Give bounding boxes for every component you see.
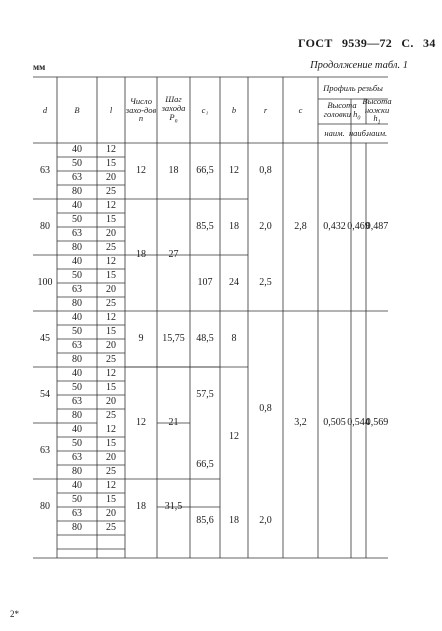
cell-b: 40 <box>72 143 82 155</box>
col-header-p <box>157 77 190 143</box>
cell-b: 40 <box>72 311 82 323</box>
cell-l: 25 <box>106 185 116 197</box>
col-b2-label: b <box>231 104 237 115</box>
cell-l: 20 <box>106 339 116 351</box>
cell-r: 0,8 <box>259 402 272 414</box>
cell-d: 63 <box>40 444 50 456</box>
col-naib-label: наиб. <box>348 128 369 139</box>
cell-l: 20 <box>106 451 116 463</box>
col-p-label: Шаг захода $P_n$ <box>161 94 186 125</box>
cell-b2: 18 <box>229 220 239 232</box>
cell-b: 80 <box>72 409 82 421</box>
col-naim1-label: наим. <box>324 128 345 139</box>
cell-b: 80 <box>72 465 82 477</box>
cell-l: 12 <box>106 199 116 211</box>
col-header-naim1 <box>318 124 351 143</box>
continuation-label: Продолжение табл. 1 <box>310 60 408 71</box>
cell-b: 80 <box>72 353 82 365</box>
col-c1-label: c₁ <box>201 104 209 115</box>
col-header-l <box>97 77 125 143</box>
col-r-label: r <box>263 104 268 115</box>
cell-b: 50 <box>72 213 82 225</box>
cell-c1: 66,5 <box>196 458 214 470</box>
cell-b: 63 <box>72 283 82 295</box>
cell-h0-min: 0,432 <box>323 220 346 232</box>
cell-l: 20 <box>106 283 116 295</box>
cell-b: 40 <box>72 367 82 379</box>
cell-n: 12 <box>136 164 146 176</box>
cell-b: 63 <box>72 339 82 351</box>
cell-l: 25 <box>106 465 116 477</box>
cell-b: 50 <box>72 157 82 169</box>
cell-l: 25 <box>106 297 116 309</box>
cell-b: 80 <box>72 185 82 197</box>
cell-b: 80 <box>72 297 82 309</box>
col-header-naib <box>348 124 369 143</box>
col-l-label: l <box>109 104 113 115</box>
cell-b: 40 <box>72 255 82 267</box>
page-label: С. <box>401 36 414 50</box>
standard-label: ГОСТ <box>298 36 333 50</box>
cell-p: 18 <box>168 164 179 176</box>
cell-c1: 66,5 <box>196 164 214 176</box>
col-c-label: c <box>298 104 303 115</box>
cell-l: 12 <box>106 143 116 155</box>
cell-b: 40 <box>72 479 82 491</box>
cell-l: 15 <box>106 269 116 281</box>
cell-p: 21 <box>168 416 179 428</box>
col-h1-label: Высота ножки $h_1$ <box>362 95 392 127</box>
cell-r: 0,8 <box>259 164 272 176</box>
col-n-label: Число захо-дов n <box>125 95 157 124</box>
cell-l: 25 <box>106 521 116 533</box>
page-number: 34 <box>423 36 436 50</box>
cell-l: 15 <box>106 381 116 393</box>
col-header-c1 <box>190 77 220 143</box>
cell-l: 20 <box>106 227 116 239</box>
col-header-c <box>283 77 318 143</box>
cell-l: 15 <box>106 437 116 449</box>
cell-h0-min: 0,505 <box>323 416 346 428</box>
cell-p: 27 <box>168 248 179 260</box>
col-header-b2 <box>220 77 248 143</box>
cell-c: 2,8 <box>294 220 307 232</box>
cell-d: 80 <box>40 220 50 232</box>
cell-c1: 57,5 <box>196 388 214 400</box>
cell-b2: 12 <box>229 430 239 442</box>
cell-c1: 85,6 <box>196 514 214 526</box>
cell-r: 2,0 <box>259 220 272 232</box>
cell-c1: 48,5 <box>196 332 214 344</box>
cell-n: 18 <box>136 500 146 512</box>
cell-b: 50 <box>72 493 82 505</box>
cell-l: 12 <box>106 255 116 267</box>
col-header-n <box>125 77 157 143</box>
cell-b: 63 <box>72 451 82 463</box>
col-header-b <box>57 77 97 143</box>
cell-h1-min: 0,569 <box>365 416 389 428</box>
col-h0-label: Высота головки $h_0$ <box>323 100 361 122</box>
cell-p: 31,5 <box>164 500 183 512</box>
cell-c: 3,2 <box>294 416 307 428</box>
cell-p: 15,75 <box>162 332 185 344</box>
cell-d: 54 <box>40 388 50 400</box>
cell-c1: 85,5 <box>196 220 214 232</box>
cell-d: 80 <box>40 500 50 512</box>
col-header-h1 <box>362 95 392 127</box>
cell-l: 20 <box>106 507 116 519</box>
cell-d: 45 <box>40 332 50 344</box>
cell-d: 100 <box>37 276 53 288</box>
cell-l: 12 <box>106 423 116 435</box>
col-header-h0 <box>318 99 366 124</box>
cell-l: 25 <box>106 241 116 253</box>
cell-h1-min: 0,487 <box>365 220 389 232</box>
cell-n: 18 <box>136 248 146 260</box>
cell-l: 12 <box>106 367 116 379</box>
cell-b: 50 <box>72 325 82 337</box>
cell-l: 15 <box>106 157 116 169</box>
cell-l: 12 <box>106 479 116 491</box>
col-d-label: d <box>42 104 48 115</box>
cell-b: 63 <box>72 171 82 183</box>
cell-b: 50 <box>72 269 82 281</box>
cell-b2: 24 <box>229 276 239 288</box>
cell-b2: 12 <box>229 164 239 176</box>
cell-l: 25 <box>106 409 116 421</box>
cell-c1: 107 <box>197 276 213 288</box>
cell-b2: 18 <box>229 514 239 526</box>
cell-h0-max: 0,544 <box>347 416 370 428</box>
cell-b: 80 <box>72 241 82 253</box>
col-b-label: B <box>74 104 80 115</box>
cell-h0-max: 0,469 <box>347 220 370 232</box>
page-footer: 2* <box>10 609 19 619</box>
cell-b: 50 <box>72 381 82 393</box>
cell-b: 63 <box>72 227 82 239</box>
cell-l: 20 <box>106 395 116 407</box>
cell-b: 63 <box>72 507 82 519</box>
cell-n: 9 <box>138 332 144 344</box>
cell-l: 15 <box>106 213 116 225</box>
cell-d: 63 <box>40 164 50 176</box>
cell-b: 63 <box>72 395 82 407</box>
col-naim2-label: наим. <box>366 128 388 139</box>
cell-r: 2,5 <box>259 276 272 288</box>
col-header-r <box>248 77 283 143</box>
cell-l: 20 <box>106 171 116 183</box>
cell-n: 12 <box>136 416 146 428</box>
cell-r: 2,0 <box>259 514 272 526</box>
cell-b2: 8 <box>231 332 237 344</box>
cell-l: 15 <box>106 493 116 505</box>
col-profile-label: Профиль резьбы <box>323 82 383 93</box>
cell-b: 40 <box>72 423 82 435</box>
cell-b: 80 <box>72 521 82 533</box>
cell-l: 25 <box>106 353 116 365</box>
cell-b: 40 <box>72 199 82 211</box>
cell-l: 12 <box>106 311 116 323</box>
col-header-naim2 <box>366 124 388 143</box>
unit-label: мм <box>33 62 46 72</box>
col-header-d <box>33 77 57 143</box>
standard-number: 9539—72 <box>342 36 393 50</box>
cell-l: 15 <box>106 325 116 337</box>
cell-b: 50 <box>72 437 82 449</box>
